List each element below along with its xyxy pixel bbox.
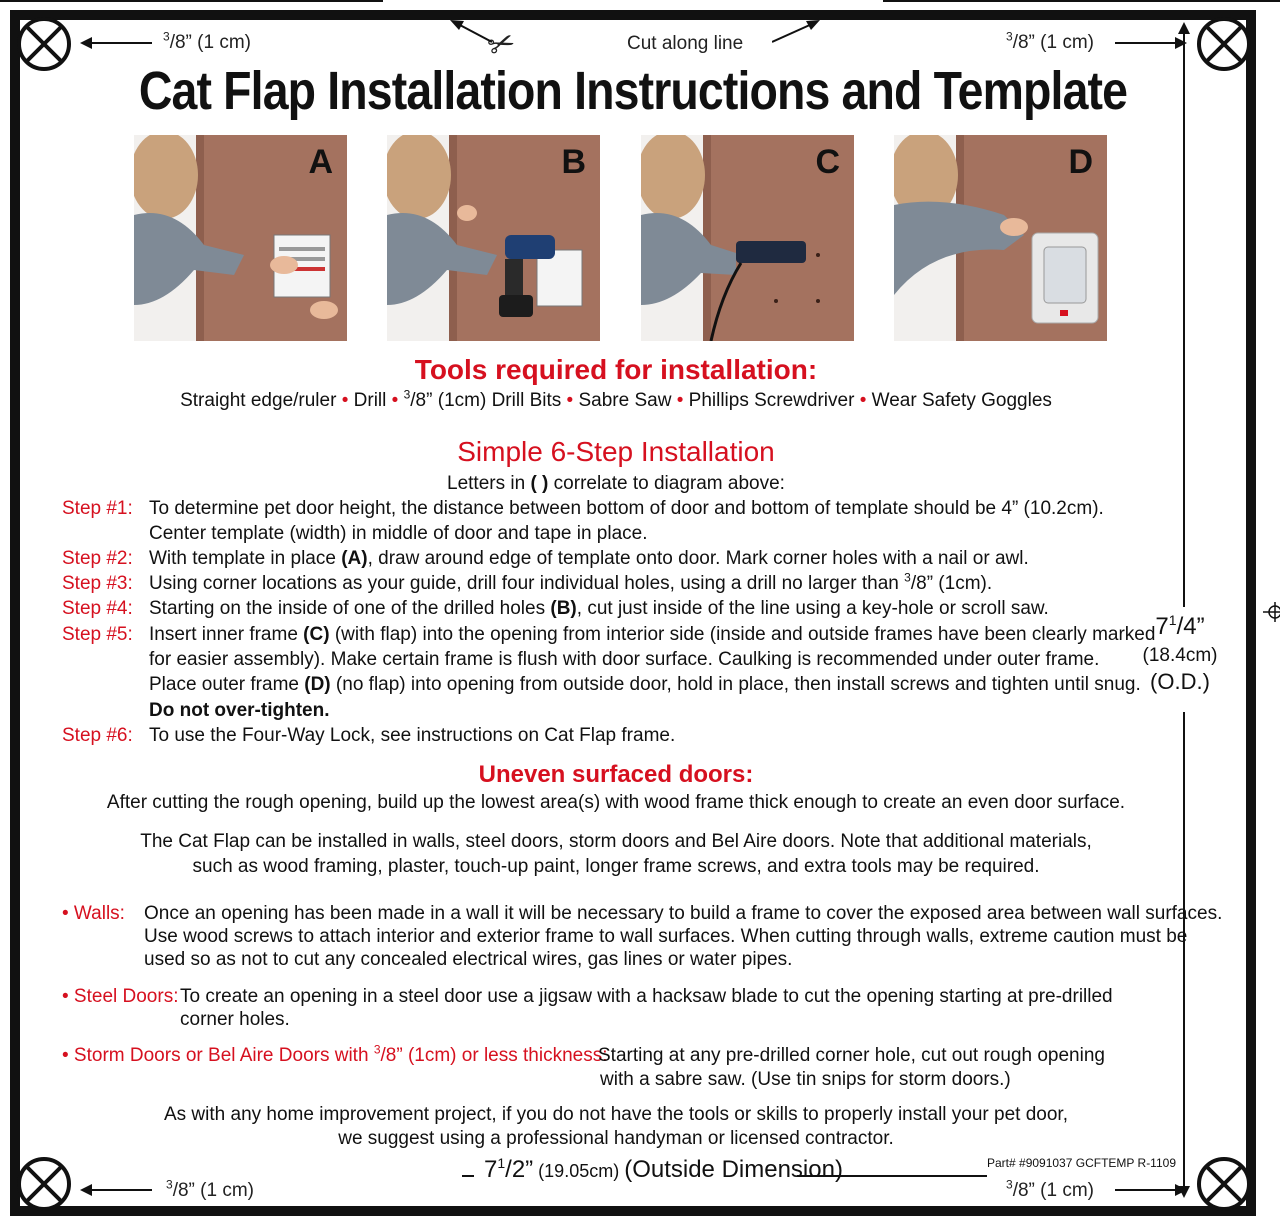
- step-5-warning: Do not over-tighten.: [149, 700, 330, 721]
- walls-text: Use wood screws to attach interior and exterior frame to wall surfaces. When cutting through walls, extreme caution must be: [144, 926, 1188, 947]
- step-4-text: Starting on the inside of one of the drilled holes (B), cut just inside of the line using a key-hole or scroll saw.: [149, 598, 1049, 619]
- margin-label: $^3$/8” (1 cm): [163, 29, 251, 53]
- margin-label: $^3$/8” (1 cm): [1006, 29, 1094, 53]
- photo-step-a: [134, 135, 347, 341]
- walls-label: • Walls:: [62, 903, 125, 924]
- tools-list: Straight edge/ruler • Drill • $^3$/8” (1cm) Drill Bits • Sabre Saw • Phillips Screwdriver • Wear Safety Goggles: [180, 387, 1052, 411]
- scissors-icon: ✂: [482, 22, 521, 66]
- step-1-text: Center template (width) in middle of door and tape in place.: [149, 523, 648, 544]
- storm-doors-text: Starting at any pre-drilled corner hole, cut out rough opening: [598, 1045, 1105, 1066]
- registration-mark-icon: [1263, 600, 1280, 624]
- crop-line-left: [0, 0, 383, 2]
- margin-label: $^3$/8” (1 cm): [166, 1177, 254, 1201]
- steel-doors-text: corner holes.: [180, 1009, 290, 1030]
- steel-doors-text: To create an opening in a steel door use a jigsaw with a hacksaw blade to cut the opening starting at pre-drilled: [180, 986, 1113, 1007]
- margin-label: $^3$/8” (1 cm): [1006, 1177, 1094, 1201]
- steps-heading: Simple 6-Step Installation: [457, 436, 775, 467]
- photo-letter: A: [308, 143, 333, 181]
- step-4-label: Step #4:: [62, 598, 133, 619]
- photo-step-b: [387, 135, 600, 341]
- closing-note: As with any home improvement project, if you do not have the tools or skills to properly install your pet door,: [163, 1104, 1068, 1125]
- photo-letter: B: [561, 143, 586, 181]
- photo-step-d: [894, 135, 1107, 341]
- page-title: Cat Flap Installation Instructions and Template: [138, 61, 1128, 121]
- part-number: Part# #9091037 GCFTEMP R-1109: [987, 1156, 1176, 1170]
- photo-letter: C: [815, 143, 840, 181]
- arrow-left-icon: [80, 36, 152, 50]
- photo-letter: D: [1068, 143, 1093, 181]
- crop-line-right: [883, 0, 1280, 2]
- uneven-text: After cutting the rough opening, build up the lowest area(s) with wood frame thick enough to create an even door surface.: [106, 792, 1126, 813]
- storm-doors-label: • Storm Doors or Bel Aire Doors with $^3$/8” (1cm) or less thickness:: [62, 1042, 608, 1066]
- cut-along-line-label: Cut along line: [627, 33, 744, 54]
- step-6-label: Step #6:: [62, 725, 133, 746]
- step-1-label: Step #1:: [62, 498, 133, 519]
- materials-note: The Cat Flap can be installed in walls, steel doors, storm doors and Bel Aire doors. Note that additional materials,: [140, 831, 1092, 852]
- walls-text: used so as not to cut any concealed electrical wires, gas lines or water pipes.: [144, 949, 793, 970]
- height-dimension-line: [1177, 22, 1191, 1198]
- photo-step-c: [641, 135, 854, 341]
- materials-note: such as wood framing, plaster, touch-up paint, longer frame screws, and extra tools may be required.: [192, 856, 1040, 877]
- tools-heading: Tools required for installation:: [414, 354, 818, 385]
- steel-doors-label: • Steel Doors:: [62, 986, 179, 1007]
- height-dimension-label: $7^1/4$” (18.4cm) (O.D.): [1142, 612, 1218, 694]
- storm-doors-text: with a sabre saw. (Use tin snips for storm doors.): [600, 1069, 1011, 1090]
- step-3-label: Step #3:: [62, 573, 133, 594]
- step-5-text: Insert inner frame (C) (with flap) into the opening from interior side (inside and outside frames have been clearly marked: [149, 624, 1156, 645]
- step-5-text: Place outer frame (D) (no flap) into opening from outside door, hold in place, then install screws and tighten until snug.: [149, 674, 1141, 695]
- corner-hole-icon: [16, 16, 72, 72]
- walls-text: Once an opening has been made in a wall it will be necessary to build a frame to cover the exposed area between wall surfaces.: [144, 903, 1223, 924]
- step-5-text: for easier assembly). Make certain frame is flush with door surface. Caulking is recommended under outer frame.: [149, 649, 1100, 670]
- uneven-heading: Uneven surfaced doors:: [478, 761, 754, 788]
- step-3-text: Using corner locations as your guide, drill four individual holes, using a drill no larger than $^3$/8” (1cm).: [149, 570, 993, 594]
- closing-note: we suggest using a professional handyman or licensed contractor.: [338, 1128, 894, 1149]
- step-2-text: With template in place (A), draw around edge of template onto door. Mark corner holes with a nail or awl.: [149, 548, 1029, 569]
- arrow-cut-right-icon: [772, 20, 820, 44]
- arrow-cut-left-icon: [450, 20, 494, 44]
- step-1-text: To determine pet door height, the distance between bottom of door and bottom of template should be 4” (10.2cm).: [149, 498, 1104, 519]
- corner-hole-icon: [16, 1156, 72, 1212]
- step-2-label: Step #2:: [62, 548, 133, 569]
- steps-intro: Letters in ( ) correlate to diagram above:: [447, 473, 785, 494]
- corner-hole-icon: [1196, 1156, 1252, 1212]
- width-dimension-label: $7^1/2$” (19.05cm) (Outside Dimension): [484, 1155, 843, 1183]
- step-5-label: Step #5:: [62, 624, 133, 645]
- corner-hole-icon: [1196, 16, 1252, 72]
- step-6-text: To use the Four-Way Lock, see instructions on Cat Flap frame.: [149, 725, 676, 746]
- arrow-left-icon: [80, 1183, 152, 1197]
